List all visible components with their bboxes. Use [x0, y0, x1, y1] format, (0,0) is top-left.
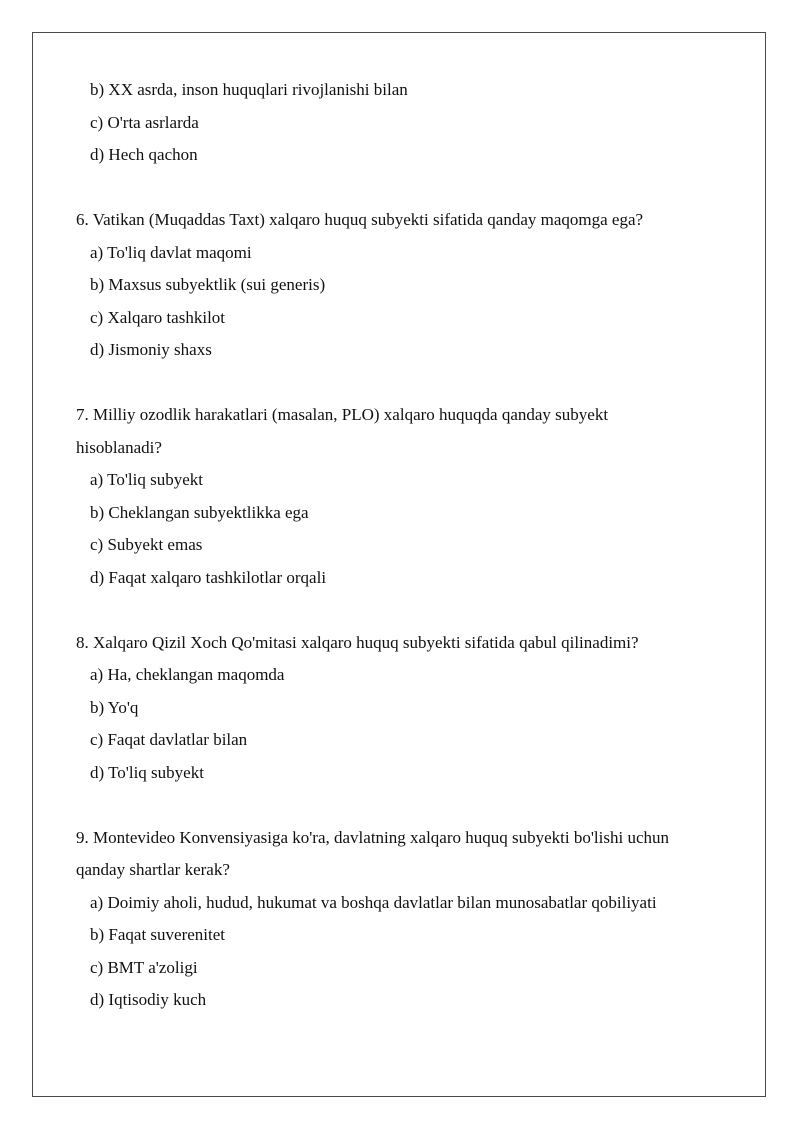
option-9c: c) BMT a'zoligi	[90, 957, 198, 977]
question-5-continuation	[76, 74, 736, 172]
question-9-text-line-2: qanday shartlar kerak?	[76, 860, 230, 879]
option-9d: d) Iqtisodiy kuch	[90, 990, 207, 1009]
question-6-text: 6. Vatikan (Muqaddas Taxt) xalqaro huquq subyekti sifatida qanday maqomga ega?	[76, 210, 644, 229]
question-8-text: 8. Xalqaro Qizil Xoch Qo'mitasi xalqaro huquq subyekti sifatida qabul qilinadimi?	[76, 632, 639, 652]
option-6d: d) Jismoniy shaxs	[90, 340, 212, 359]
question-6	[76, 204, 736, 367]
option-5d: d) Hech qachon	[90, 145, 198, 164]
option-7c: c) Subyekt emas	[90, 535, 203, 554]
question-7	[76, 399, 736, 594]
option-8d: d) To'liq subyekt	[90, 762, 204, 782]
option-7a: a) To'liq subyekt	[90, 470, 203, 489]
option-5c: c) O'rta asrlarda	[90, 112, 199, 132]
option-8c: c) Faqat davlatlar bilan	[90, 730, 248, 749]
question-7-text-line-1: 7. Milliy ozodlik harakatlari (masalan, PLO) xalqaro huquqda qanday subyekt	[76, 405, 609, 424]
option-7b: b) Cheklangan subyektlikka ega	[90, 502, 309, 522]
quiz-content	[76, 74, 736, 1049]
option-6a: a) To'liq davlat maqomi	[90, 242, 252, 262]
option-9b: b) Faqat suverenitet	[90, 925, 226, 944]
option-6c: c) Xalqaro tashkilot	[90, 307, 226, 327]
option-5b: b) XX asrda, inson huquqlari rivojlanishi bilan	[90, 80, 408, 99]
question-9-text-line-1: 9. Montevideo Konvensiyasiga ko'ra, davlatning xalqaro huquq subyekti bo'lishi uchun	[76, 827, 669, 847]
option-8b: b) Yo'q	[90, 697, 139, 717]
option-9a: a) Doimiy aholi, hudud, hukumat va boshqa davlatlar bilan munosabatlar qobiliyati	[90, 892, 657, 912]
option-8a: a) Ha, cheklangan maqomda	[90, 665, 285, 684]
question-9	[76, 822, 736, 1017]
question-7-text-line-2: hisoblanadi?	[76, 437, 162, 457]
option-6b: b) Maxsus subyektlik (sui generis)	[90, 275, 326, 294]
option-7d: d) Faqat xalqaro tashkilotlar orqali	[90, 567, 327, 587]
question-8	[76, 627, 736, 790]
